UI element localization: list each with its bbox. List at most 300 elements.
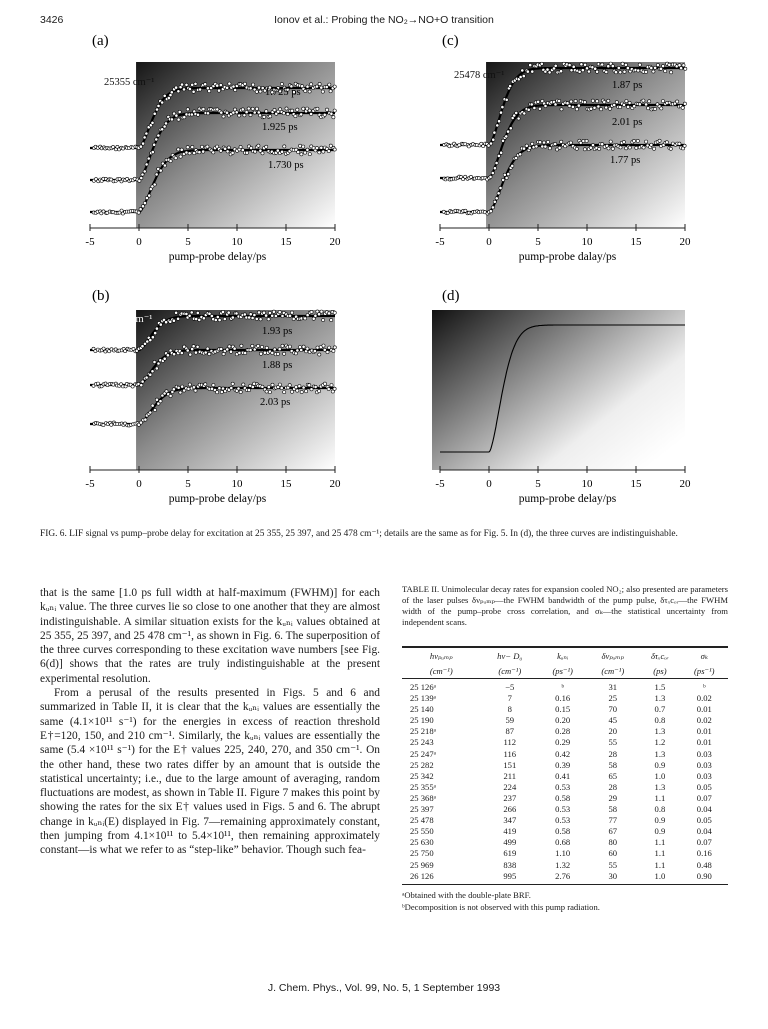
data-point [161, 101, 164, 104]
data-point [234, 88, 237, 91]
data-point [257, 86, 260, 89]
data-point [153, 408, 156, 411]
data-point [654, 66, 657, 69]
data-point [300, 113, 303, 116]
x-tick-label: 5 [535, 478, 541, 490]
data-point [102, 347, 105, 350]
data-point [558, 146, 561, 149]
data-point [242, 383, 245, 386]
data-point [560, 108, 563, 111]
data-point [653, 147, 656, 150]
table-cell: 995 [481, 871, 539, 885]
data-point [500, 151, 503, 154]
table-cell: 25 478 [410, 815, 434, 826]
data-point [183, 116, 186, 119]
data-point [299, 144, 302, 147]
data-point [202, 108, 205, 111]
data-point [326, 351, 329, 354]
table-cell: 0.07 [696, 837, 712, 848]
data-point [232, 85, 235, 88]
table-cell: 1.3 [654, 693, 666, 704]
table-cell: 55 [608, 859, 618, 870]
data-point [155, 173, 158, 176]
table-cell: 0.16 [555, 693, 571, 704]
data-point [259, 90, 262, 93]
data-point [188, 383, 191, 386]
table-cell: 0.07 [696, 792, 712, 803]
data-point [678, 64, 681, 67]
data-point [175, 86, 178, 89]
data-point [297, 151, 300, 154]
data-point [255, 107, 258, 110]
data-point [179, 391, 182, 394]
panel-c [435, 33, 691, 263]
data-point [632, 139, 635, 142]
table-cell: 0.39 [555, 759, 571, 770]
data-point [623, 70, 626, 73]
data-point [268, 391, 271, 394]
data-point [235, 312, 238, 315]
data-point [492, 138, 495, 141]
data-point [281, 314, 284, 317]
column-header: hν− D₀ [481, 647, 539, 663]
table-cell: 0.90 [681, 871, 728, 885]
table-cell: 87 [505, 726, 515, 737]
data-point [177, 386, 180, 389]
data-point [310, 112, 313, 115]
data-point [517, 117, 520, 120]
data-point [322, 150, 325, 153]
data-point [251, 107, 254, 110]
data-point [153, 183, 156, 186]
data-point [637, 69, 640, 72]
data-point [265, 110, 268, 113]
table-cell: 70 [608, 704, 618, 715]
table-cell: 151 [503, 759, 517, 770]
x-tick-label: 0 [486, 236, 492, 248]
data-point [216, 84, 219, 87]
data-point [544, 104, 547, 107]
data-point [323, 382, 326, 385]
data-point [265, 145, 268, 148]
table-cell: 20 [608, 726, 618, 737]
data-point [285, 107, 288, 110]
x-tick-label: 0 [486, 478, 492, 490]
data-point [515, 111, 518, 114]
table-cell: 1.3 [654, 748, 666, 759]
data-point [223, 317, 226, 320]
data-point [262, 311, 265, 314]
x-axis-label: pump-probe dalay/ps [518, 251, 617, 263]
data-point [312, 317, 315, 320]
table-cell: 25 282 [410, 759, 434, 770]
data-point [192, 345, 195, 348]
data-point [497, 154, 500, 157]
x-tick-label: 15 [280, 478, 292, 490]
panel-label: (b) [92, 288, 110, 304]
data-point [261, 152, 264, 155]
data-point [509, 84, 512, 87]
data-point [281, 344, 284, 347]
data-point [181, 385, 184, 388]
panel-label: (a) [92, 33, 109, 49]
table-cell: 0.01 [696, 726, 712, 737]
data-point [163, 357, 166, 360]
data-point [495, 197, 498, 200]
data-point [165, 390, 168, 393]
data-point [327, 387, 330, 390]
data-point [323, 348, 326, 351]
data-point [320, 146, 323, 149]
table-cell: 0.20 [555, 715, 571, 726]
data-point [283, 352, 286, 355]
data-point [149, 411, 152, 414]
data-point [182, 88, 185, 91]
data-point [230, 386, 233, 389]
paragraph: From a perusal of the results presented in Figs. 5 and 6 and summarized in Table II, it is clear that the kᵤₙᵢ values are essentially the same (4.1×10¹¹ s⁻¹) for the energies in excess of reaction threshold E†=120, 150, and 210 cm⁻¹. Similarly, the kᵤₙᵢ values are essentially the same (5.4 ×10¹¹ s⁻¹) for the E† values 225, 240, 270, and 350 cm⁻¹. On the other hand, these two rates differ by an amount that is outside the statistical uncertainty; i.e., due to the large amount of averaging, random fluctuations are modest, as shown in Table II. Figure 7 makes this point by showing the rates for the six E† values used in Figs. 5 and 6. The abrupt change in kᵤₙᵢ(E) displayed in Fig. 7—remaining approximately constant, then jumping from 4.1×10¹¹ to 5.4×10¹¹, then remaining approximately constant—is what we refer to as “step-like” behavior. Though such fea- [40, 687, 380, 857]
data-point [296, 108, 299, 111]
data-point [660, 107, 663, 110]
energy-label: 25355 cm⁻¹ [104, 77, 155, 88]
data-point [260, 345, 263, 348]
table-cell: 499 [503, 837, 517, 848]
data-point [333, 148, 336, 151]
data-point [265, 390, 268, 393]
data-point [186, 349, 189, 352]
data-point [255, 317, 258, 320]
data-point [628, 146, 631, 149]
data-point [257, 344, 260, 347]
data-point [611, 64, 614, 67]
data-point [253, 111, 256, 114]
table-row [402, 793, 728, 804]
table-cell: ᵇ [702, 682, 706, 692]
table-cell: 0.29 [555, 737, 571, 748]
data-point [531, 70, 534, 73]
data-point [267, 318, 270, 321]
data-point [175, 114, 178, 117]
data-point [499, 186, 502, 189]
time-constant-label: 2.01 ps [612, 117, 643, 128]
data-point [221, 310, 224, 313]
data-point [290, 390, 293, 393]
table-cell: 0.41 [555, 770, 571, 781]
x-axis-label: pump-probe delay/ps [518, 493, 617, 505]
data-point [271, 314, 274, 317]
data-point [239, 390, 242, 393]
table-cell: 25 397 [410, 804, 434, 815]
data-point [308, 109, 311, 112]
table-cell: 838 [503, 859, 517, 870]
data-point [151, 404, 154, 407]
data-point [155, 138, 158, 141]
data-point [505, 135, 508, 138]
data-point [320, 86, 323, 89]
data-point [141, 173, 144, 176]
data-point [229, 350, 232, 353]
data-point [131, 385, 134, 388]
data-point [511, 164, 514, 167]
data-point [647, 107, 650, 110]
data-point [642, 146, 645, 149]
data-point [661, 100, 664, 103]
data-point [528, 146, 531, 149]
data-point [605, 70, 608, 73]
data-point [191, 83, 194, 86]
data-point [598, 147, 601, 150]
data-point [635, 146, 638, 149]
data-point [148, 194, 151, 197]
data-point [149, 373, 152, 376]
data-point [272, 310, 275, 313]
table-row [402, 760, 728, 771]
data-point [498, 120, 501, 123]
column-header: kᵤₙᵢ [539, 647, 586, 663]
table-row [402, 737, 728, 748]
data-point [191, 145, 194, 148]
data-point [146, 340, 149, 343]
data-point [314, 314, 317, 317]
data-point [569, 141, 572, 144]
data-point [195, 317, 198, 320]
table-cell: 619 [503, 848, 517, 859]
data-point [332, 116, 335, 119]
data-point [585, 139, 588, 142]
data-point [320, 310, 323, 313]
x-tick-label: 10 [581, 478, 593, 490]
data-point [249, 113, 252, 116]
data-point [241, 108, 244, 111]
data-point [248, 316, 251, 319]
time-constant-label: 1.88 ps [262, 360, 293, 371]
table-row [402, 693, 728, 704]
table-row [402, 837, 728, 848]
data-point [252, 83, 255, 86]
table-cell: 45 [608, 715, 618, 726]
data-point [239, 145, 242, 148]
table-cell: 26 126 [402, 871, 481, 885]
data-point [493, 131, 496, 134]
table-cell: 224 [503, 781, 517, 792]
data-point [142, 142, 145, 145]
data-point [664, 70, 667, 73]
data-point [178, 110, 181, 113]
data-point [503, 173, 506, 176]
data-point [316, 346, 319, 349]
data-point [250, 146, 253, 149]
table-cell: 1.10 [555, 848, 571, 859]
data-point [238, 351, 241, 354]
data-point [315, 146, 318, 149]
data-point [676, 100, 679, 103]
data-point [200, 145, 203, 148]
data-point [251, 344, 254, 347]
data-point [669, 147, 672, 150]
data-point [652, 70, 655, 73]
data-point [493, 200, 496, 203]
x-tick-label: 20 [329, 236, 341, 248]
data-point [206, 145, 209, 148]
table-cell: 0.58 [555, 826, 571, 837]
table-row [402, 804, 728, 815]
table-cell: 29 [608, 792, 618, 803]
data-point [172, 388, 175, 391]
table-cell: 0.28 [555, 726, 571, 737]
data-point [273, 108, 276, 111]
data-point [302, 107, 305, 110]
time-constant-label: 1.87 ps [612, 80, 643, 91]
column-unit: (cm⁻¹) [402, 663, 481, 679]
data-point [188, 314, 191, 317]
data-point [310, 83, 313, 86]
data-point [271, 383, 274, 386]
table-footnote-a: ᵃObtained with the double-plate BRF. [402, 889, 531, 900]
data-point [300, 153, 303, 156]
data-point [153, 112, 156, 115]
data-point [306, 347, 309, 350]
data-point [681, 106, 684, 109]
data-point [314, 385, 317, 388]
data-point [581, 69, 584, 72]
data-point [179, 155, 182, 158]
data-point [196, 345, 199, 348]
data-point [139, 208, 142, 211]
data-point [614, 71, 617, 74]
table-cell: 2.76 [539, 871, 586, 885]
table-cell: 31 [608, 682, 618, 692]
energy-label: 25478 cm⁻¹ [454, 70, 505, 81]
data-point [199, 88, 202, 91]
data-point [590, 107, 593, 110]
data-point [192, 386, 195, 389]
table-cell: 1.0 [654, 770, 666, 781]
data-point [147, 157, 150, 160]
data-point [155, 367, 158, 370]
data-point [151, 121, 154, 124]
data-point [232, 111, 235, 114]
data-point [243, 114, 246, 117]
time-constant-label: 1.77 ps [610, 155, 641, 166]
data-point [587, 70, 590, 73]
data-point [161, 128, 164, 131]
data-point [558, 99, 561, 102]
data-point [322, 318, 325, 321]
data-point [501, 139, 504, 142]
data-point [596, 100, 599, 103]
data-point [159, 169, 162, 172]
data-point [157, 104, 160, 107]
table-cell: 0.53 [555, 815, 571, 826]
table-row [402, 704, 728, 715]
data-point [527, 108, 530, 111]
data-point [642, 99, 645, 102]
data-point [330, 112, 333, 115]
data-point [529, 64, 532, 67]
data-point [228, 82, 231, 85]
data-point [267, 386, 270, 389]
data-point [226, 348, 229, 351]
data-point [489, 142, 492, 145]
data-point [611, 147, 614, 150]
data-point [329, 144, 332, 147]
data-point [180, 83, 183, 86]
x-tick-label: 10 [581, 236, 593, 248]
table-cell: 67 [608, 826, 618, 837]
data-point [505, 176, 508, 179]
table-cell: 0.42 [555, 748, 571, 759]
data-point [164, 122, 167, 125]
data-point [193, 152, 196, 155]
table-cell: 0.48 [696, 859, 712, 870]
data-point [145, 132, 148, 135]
x-tick-label: 0 [136, 236, 142, 248]
data-point [298, 385, 301, 388]
data-point [259, 318, 262, 321]
data-point [296, 349, 299, 352]
table-row [402, 815, 728, 826]
data-point [609, 140, 612, 143]
data-point [526, 70, 529, 73]
data-point [638, 63, 641, 66]
x-tick-label: -5 [85, 478, 95, 490]
data-point [493, 167, 496, 170]
data-point [218, 319, 221, 322]
data-point [605, 106, 608, 109]
data-point [186, 108, 189, 111]
data-point [180, 148, 183, 151]
data-point [591, 143, 594, 146]
data-point [306, 85, 309, 88]
data-point [143, 202, 146, 205]
data-point [575, 108, 578, 111]
data-point [198, 318, 201, 321]
data-point [523, 112, 526, 115]
data-point [650, 66, 653, 69]
data-point [332, 349, 335, 352]
data-point [228, 345, 231, 348]
table-cell: 0.04 [696, 804, 712, 815]
table-cell: 25 218ᵃ [410, 726, 436, 737]
data-point [507, 130, 510, 133]
table-cell: 0.01 [696, 704, 712, 715]
table-cell: 7 [507, 693, 512, 704]
data-point [259, 352, 262, 355]
x-tick-label: 20 [679, 236, 691, 248]
table-cell: 25 550 [410, 826, 434, 837]
data-point [601, 63, 604, 66]
data-point [194, 82, 197, 85]
data-point [283, 145, 286, 148]
table-cell: 0.15 [555, 704, 571, 715]
data-point [530, 103, 533, 106]
table-cell: 1.1 [654, 837, 666, 848]
data-point [219, 149, 222, 152]
data-point [265, 346, 268, 349]
table-caption: TABLE II. Unimolecular decay rates for expansion cooled NO₂; also presented are parameters of the laser pulses δνₚᵤₘₚ—the FWHM bandwidth of the pump pulse, δτₓcₒᵣ—the FWHM width of the pump–probe cross correlation, and σₖ—the statistical uncertainty from independent scans. [402, 584, 728, 627]
data-point [578, 70, 581, 73]
data-point [495, 161, 498, 164]
data-point [619, 71, 622, 74]
data-point [582, 139, 585, 142]
data-point [531, 142, 534, 145]
data-point [143, 170, 146, 173]
data-point [554, 64, 557, 67]
data-point [316, 107, 319, 110]
data-point [662, 64, 665, 67]
energy-label: 25397 cm⁻¹ [102, 314, 153, 325]
data-point [306, 148, 309, 151]
data-point [151, 336, 154, 339]
